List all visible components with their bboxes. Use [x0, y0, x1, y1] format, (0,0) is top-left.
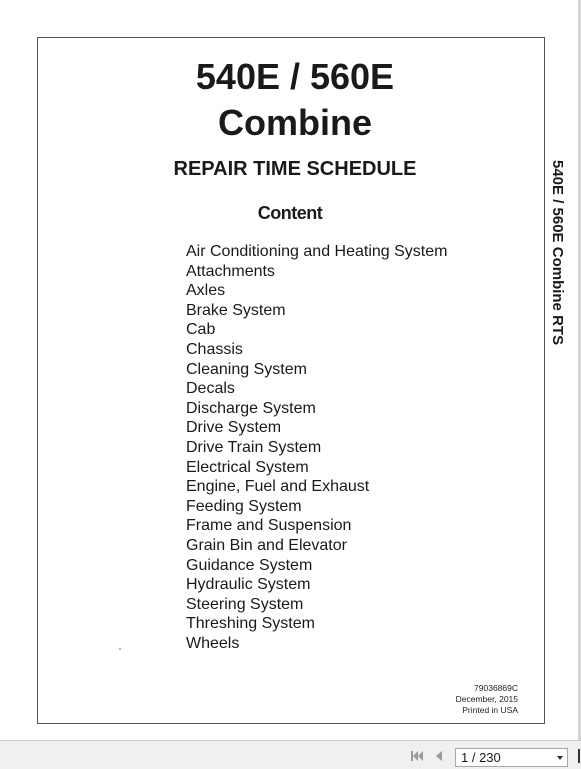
toc-item[interactable]: Drive Train System: [186, 438, 322, 456]
toc-item[interactable]: Wheels: [186, 634, 240, 652]
toc-item[interactable]: Feeding System: [186, 497, 302, 515]
previous-page-button[interactable]: [432, 749, 446, 763]
toc-item[interactable]: Cab: [186, 321, 216, 339]
document-title-product: Combine: [217, 102, 372, 143]
publication-date: December, 2015: [455, 694, 518, 704]
chevron-down-icon: [557, 756, 563, 760]
toc-item[interactable]: Engine, Fuel and Exhaust: [186, 478, 370, 496]
spine-title-text: 540E / 560E Combine RTS: [549, 160, 566, 346]
content-heading: Content: [257, 203, 323, 223]
toc-item[interactable]: Guidance System: [186, 556, 313, 574]
toc-item[interactable]: Chassis: [186, 340, 243, 358]
table-of-contents: [186, 242, 447, 653]
navigation-toolbar: [0, 740, 581, 769]
page-number-select[interactable]: [455, 748, 568, 767]
toc-item[interactable]: Drive System: [186, 419, 282, 437]
toc-item[interactable]: Grain Bin and Elevator: [186, 536, 347, 554]
toc-item[interactable]: Air Conditioning and Heating System: [186, 243, 448, 260]
document-subtitle: REPAIR TIME SCHEDULE: [173, 158, 417, 180]
toc-item[interactable]: Brake System: [186, 301, 286, 319]
page-indicator: 1 / 230: [461, 750, 501, 765]
first-page-button[interactable]: [410, 749, 424, 763]
part-number: 79036869C: [474, 683, 518, 693]
toc-item[interactable]: Discharge System: [186, 399, 316, 417]
spine-title: [545, 160, 569, 365]
previous-page-icon: [432, 749, 446, 763]
document-footer: [430, 683, 518, 716]
toc-item[interactable]: Decals: [186, 380, 235, 398]
toc-item[interactable]: Frame and Suspension: [186, 517, 352, 535]
stray-mark: [119, 648, 121, 650]
toc-item[interactable]: Axles: [186, 282, 226, 300]
toc-item[interactable]: Electrical System: [186, 458, 309, 476]
toc-item[interactable]: Cleaning System: [186, 360, 307, 378]
next-page-button-edge[interactable]: [578, 749, 580, 763]
document-title-model: 540E / 560E: [195, 56, 395, 97]
toc-item[interactable]: Steering System: [186, 595, 304, 613]
toc-item[interactable]: Hydraulic System: [186, 576, 311, 594]
first-page-icon: [410, 749, 424, 763]
printed-location: Printed in USA: [462, 705, 518, 715]
toc-item[interactable]: Threshing System: [186, 615, 315, 633]
toc-item[interactable]: Attachments: [186, 262, 275, 280]
